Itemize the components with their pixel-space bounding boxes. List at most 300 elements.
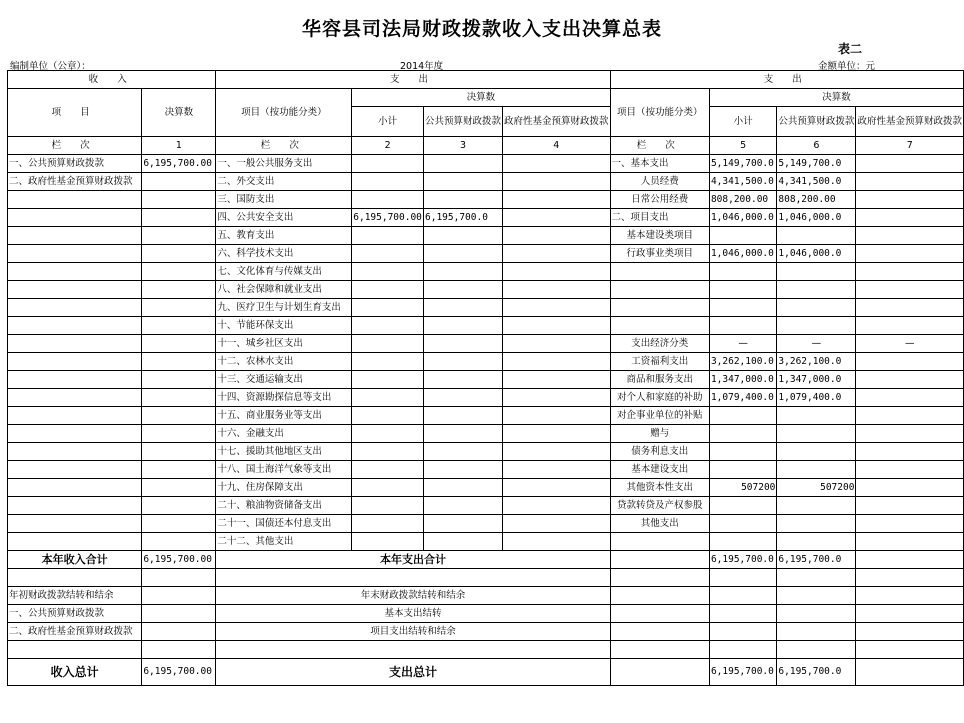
function-item: 二十一、国债还本付息支出	[216, 515, 352, 533]
col-index-3: 3	[424, 137, 503, 155]
income-amount	[142, 515, 216, 533]
function-gov-fund	[503, 335, 611, 353]
expense-item: 债务利息支出	[610, 443, 709, 461]
function-item: 五、教育支出	[216, 227, 352, 245]
table-row	[8, 497, 964, 515]
blank-cell	[610, 623, 709, 641]
end-balance-label: 年末财政拨款结转和结余	[216, 587, 610, 605]
income-amount	[142, 371, 216, 389]
function-item: 九、医疗卫生与计划生育支出	[216, 299, 352, 317]
expense-gov-fund	[856, 353, 964, 371]
expense-public-budget: 1,079,400.0	[777, 389, 856, 407]
income-item	[8, 263, 142, 281]
budget-amount-header: 决算数	[142, 89, 216, 137]
function-subtotal	[352, 479, 424, 497]
function-subtotal	[352, 227, 424, 245]
income-item	[8, 227, 142, 245]
income-amount	[142, 335, 216, 353]
expense-item: 对企事业单位的补贴	[610, 407, 709, 425]
subtotal-header-2: 小计	[709, 107, 776, 137]
expense-public-budget	[777, 461, 856, 479]
col-index-label-2: 栏 次	[216, 137, 352, 155]
expense-gov-fund	[856, 281, 964, 299]
function-gov-fund	[503, 353, 611, 371]
basic-balance-row	[8, 605, 964, 623]
expense-gov-fund	[856, 479, 964, 497]
function-gov-fund	[503, 209, 611, 227]
function-public-budget	[424, 515, 503, 533]
function-item: 七、文化体育与传媒支出	[216, 263, 352, 281]
income-amount	[142, 317, 216, 335]
function-item: 十三、交通运输支出	[216, 371, 352, 389]
expense-public-budget: 4,341,500.0	[777, 173, 856, 191]
gov-fund-header: 政府性基金预算财政拨款	[503, 107, 611, 137]
expense-total-public: 6,195,700.0	[777, 551, 856, 569]
subtotal-header: 小计	[352, 107, 424, 137]
income-amount: 6,195,700.00	[142, 155, 216, 173]
income-amount	[142, 281, 216, 299]
blank-cell	[777, 605, 856, 623]
income-item	[8, 443, 142, 461]
expense-item: 基本建设类项目	[610, 227, 709, 245]
function-gov-fund	[503, 371, 611, 389]
expense-subtotal: 1,046,000.0	[709, 209, 776, 227]
expense-subtotal	[709, 533, 776, 551]
blank-cell	[777, 641, 856, 659]
function-public-budget	[424, 191, 503, 209]
income-item	[8, 461, 142, 479]
expense-total-subtotal: 6,195,700.0	[709, 551, 776, 569]
expense-public-budget: 3,262,100.0	[777, 353, 856, 371]
income-item	[8, 407, 142, 425]
blank-cell	[610, 659, 709, 686]
function-subtotal	[352, 191, 424, 209]
income-amount	[142, 461, 216, 479]
expense-gov-fund	[856, 425, 964, 443]
expense-subtotal: 808,200.00	[709, 191, 776, 209]
blank-cell	[856, 605, 964, 623]
function-item-header-2: 项目（按功能分类）	[610, 89, 709, 137]
table-row	[8, 191, 964, 209]
income-item	[8, 371, 142, 389]
expense-public-budget	[777, 299, 856, 317]
expense-header: 支 出	[216, 71, 610, 89]
expense-item: 商品和服务支出	[610, 371, 709, 389]
income-item	[8, 191, 142, 209]
income-amount	[142, 173, 216, 191]
function-subtotal	[352, 281, 424, 299]
expense-subtotal	[709, 425, 776, 443]
function-subtotal	[352, 155, 424, 173]
blank-cell	[142, 623, 216, 641]
expense-item: 二、项目支出	[610, 209, 709, 227]
function-gov-fund	[503, 497, 611, 515]
expense-subtotal	[709, 515, 776, 533]
function-item-header: 项目（按功能分类）	[216, 89, 352, 137]
function-item: 十、节能环保支出	[216, 317, 352, 335]
table-row	[8, 389, 964, 407]
function-item: 十七、援助其他地区支出	[216, 443, 352, 461]
grand-total-row	[8, 659, 964, 686]
item-header: 项 目	[8, 89, 142, 137]
expense-item: 赠与	[610, 425, 709, 443]
function-subtotal	[352, 371, 424, 389]
income-item	[8, 281, 142, 299]
income-amount	[142, 425, 216, 443]
expense-public-budget: 1,347,000.0	[777, 371, 856, 389]
grand-expense-public: 6,195,700.0	[777, 659, 856, 686]
income-item	[8, 389, 142, 407]
begin-gov-fund-label: 二、政府性基金预算财政拨款	[8, 623, 142, 641]
table-row	[8, 515, 964, 533]
income-amount	[142, 533, 216, 551]
function-item: 十一、城乡社区支出	[216, 335, 352, 353]
expense-gov-fund	[856, 263, 964, 281]
income-amount	[142, 245, 216, 263]
amount-unit: 金额单位：元	[818, 61, 876, 72]
budget-group-header-2: 决算数	[709, 89, 963, 107]
expense-gov-fund	[856, 533, 964, 551]
expense-subtotal	[709, 461, 776, 479]
table-row	[8, 317, 964, 335]
function-item: 四、公共安全支出	[216, 209, 352, 227]
function-gov-fund	[503, 155, 611, 173]
project-balance-row	[8, 623, 964, 641]
function-gov-fund	[503, 227, 611, 245]
expense-item: 贷款转贷及产权参股	[610, 497, 709, 515]
income-item	[8, 479, 142, 497]
blank-cell	[709, 605, 776, 623]
function-public-budget	[424, 299, 503, 317]
expense-gov-fund	[856, 209, 964, 227]
expense-subtotal: 1,347,000.0	[709, 371, 776, 389]
income-total-value: 6,195,700.00	[142, 551, 216, 569]
function-item: 十六、金融支出	[216, 425, 352, 443]
expense-total-fund	[856, 551, 964, 569]
income-item	[8, 425, 142, 443]
expense-gov-fund	[856, 227, 964, 245]
blank-cell	[142, 587, 216, 605]
expense-public-budget: 1,046,000.0	[777, 245, 856, 263]
function-public-budget	[424, 407, 503, 425]
expense-subtotal: 507200	[709, 479, 776, 497]
table-row	[8, 263, 964, 281]
function-public-budget	[424, 317, 503, 335]
function-public-budget: 6,195,700.0	[424, 209, 503, 227]
function-public-budget	[424, 155, 503, 173]
function-public-budget	[424, 263, 503, 281]
table-row	[8, 353, 964, 371]
expense-gov-fund	[856, 407, 964, 425]
function-gov-fund	[503, 479, 611, 497]
function-item: 十四、资源勘探信息等支出	[216, 389, 352, 407]
blank-row	[8, 641, 964, 659]
col-index-1: 1	[142, 137, 216, 155]
table-row	[8, 299, 964, 317]
function-public-budget	[424, 371, 503, 389]
function-public-budget	[424, 533, 503, 551]
function-gov-fund	[503, 515, 611, 533]
table-row	[8, 227, 964, 245]
col-index-4: 4	[503, 137, 611, 155]
income-item: 一、公共预算财政拨款	[8, 155, 142, 173]
expense-total-blank	[610, 551, 709, 569]
income-item: 二、政府性基金预算财政拨款	[8, 173, 142, 191]
blank-cell	[709, 623, 776, 641]
expense-public-budget	[777, 515, 856, 533]
function-subtotal	[352, 353, 424, 371]
blank-cell	[216, 641, 610, 659]
table-row	[8, 155, 964, 173]
expense-subtotal: 1,046,000.0	[709, 245, 776, 263]
expense-item: 人员经费	[610, 173, 709, 191]
income-amount	[142, 209, 216, 227]
blank-cell	[709, 641, 776, 659]
reporting-unit-label: 编制单位（公章）：	[10, 61, 91, 72]
function-item: 二、外交支出	[216, 173, 352, 191]
grand-income-value: 6,195,700.00	[142, 659, 216, 686]
budget-table	[7, 70, 964, 686]
function-subtotal	[352, 497, 424, 515]
income-item	[8, 335, 142, 353]
blank-cell	[610, 587, 709, 605]
expense-total-label: 本年支出合计	[216, 551, 610, 569]
function-subtotal	[352, 263, 424, 281]
income-item	[8, 299, 142, 317]
table-row	[8, 371, 964, 389]
blank-cell	[856, 641, 964, 659]
function-public-budget	[424, 425, 503, 443]
blank-cell	[142, 641, 216, 659]
table-row	[8, 407, 964, 425]
income-item	[8, 317, 142, 335]
blank-cell	[216, 569, 610, 587]
function-gov-fund	[503, 299, 611, 317]
expense-gov-fund	[856, 317, 964, 335]
function-item: 八、社会保障和就业支出	[216, 281, 352, 299]
public-budget-header: 公共预算财政拨款	[424, 107, 503, 137]
function-item: 一、一般公共服务支出	[216, 155, 352, 173]
function-gov-fund	[503, 407, 611, 425]
function-public-budget	[424, 335, 503, 353]
income-item	[8, 209, 142, 227]
blank-cell	[610, 605, 709, 623]
col-index-2: 2	[352, 137, 424, 155]
expense-subtotal: 3,262,100.0	[709, 353, 776, 371]
function-item: 十二、农林水支出	[216, 353, 352, 371]
function-public-budget	[424, 461, 503, 479]
function-public-budget	[424, 389, 503, 407]
header-row-2	[8, 89, 964, 107]
function-item: 二十、粮油物资储备支出	[216, 497, 352, 515]
income-item	[8, 515, 142, 533]
expense-item: 其他支出	[610, 515, 709, 533]
function-subtotal: 6,195,700.00	[352, 209, 424, 227]
blank-cell	[856, 623, 964, 641]
table-row	[8, 281, 964, 299]
function-gov-fund	[503, 317, 611, 335]
expense-gov-fund: —	[856, 335, 964, 353]
table-row	[8, 173, 964, 191]
expense-public-budget	[777, 227, 856, 245]
expense-public-budget: 1,046,000.0	[777, 209, 856, 227]
basic-balance-label: 基本支出结转	[216, 605, 610, 623]
income-header: 收 入	[8, 71, 216, 89]
table-row	[8, 533, 964, 551]
function-gov-fund	[503, 191, 611, 209]
function-public-budget	[424, 173, 503, 191]
expense-public-budget: 507200	[777, 479, 856, 497]
expense-gov-fund	[856, 245, 964, 263]
blank-cell	[777, 569, 856, 587]
blank-cell	[610, 641, 709, 659]
col-index-5: 5	[709, 137, 776, 155]
function-gov-fund	[503, 389, 611, 407]
function-subtotal	[352, 533, 424, 551]
col-index-7: 7	[856, 137, 964, 155]
expense-subtotal	[709, 281, 776, 299]
function-public-budget	[424, 227, 503, 245]
function-subtotal	[352, 443, 424, 461]
expense-subtotal: —	[709, 335, 776, 353]
blank-cell	[856, 659, 964, 686]
income-amount	[142, 407, 216, 425]
expense-item: 对个人和家庭的补助	[610, 389, 709, 407]
function-subtotal	[352, 245, 424, 263]
function-public-budget	[424, 443, 503, 461]
blank-cell	[709, 569, 776, 587]
grand-income-label: 收入总计	[8, 659, 142, 686]
table-row	[8, 209, 964, 227]
function-subtotal	[352, 173, 424, 191]
table-row	[8, 425, 964, 443]
function-subtotal	[352, 425, 424, 443]
income-item	[8, 245, 142, 263]
income-amount	[142, 227, 216, 245]
income-amount	[142, 299, 216, 317]
function-public-budget	[424, 281, 503, 299]
function-subtotal	[352, 407, 424, 425]
function-gov-fund	[503, 443, 611, 461]
expense-item: 其他资本性支出	[610, 479, 709, 497]
expense-subtotal	[709, 407, 776, 425]
expense-public-budget	[777, 497, 856, 515]
function-gov-fund	[503, 281, 611, 299]
expense-item	[610, 299, 709, 317]
function-gov-fund	[503, 263, 611, 281]
blank-cell	[856, 587, 964, 605]
grand-expense-label: 支出总计	[216, 659, 610, 686]
expense-public-budget: 808,200.00	[777, 191, 856, 209]
expense-subtotal	[709, 317, 776, 335]
col-index-6: 6	[777, 137, 856, 155]
expense-gov-fund	[856, 461, 964, 479]
income-item	[8, 353, 142, 371]
expense-gov-fund	[856, 191, 964, 209]
expense-subtotal	[709, 497, 776, 515]
blank-cell	[856, 569, 964, 587]
table-row	[8, 245, 964, 263]
public-budget-header-2: 公共预算财政拨款	[777, 107, 856, 137]
column-index-row	[8, 137, 964, 155]
function-gov-fund	[503, 245, 611, 263]
function-gov-fund	[503, 425, 611, 443]
function-subtotal	[352, 515, 424, 533]
col-index-label-3: 栏 次	[610, 137, 709, 155]
expense-subtotal	[709, 299, 776, 317]
blank-row	[8, 569, 964, 587]
income-amount	[142, 389, 216, 407]
expense-subtotal: 4,341,500.0	[709, 173, 776, 191]
expense-item: 支出经济分类	[610, 335, 709, 353]
function-item: 六、科学技术支出	[216, 245, 352, 263]
expense-public-budget	[777, 263, 856, 281]
income-amount	[142, 263, 216, 281]
expense-item	[610, 281, 709, 299]
gov-fund-header-2: 政府性基金预算财政拨款	[856, 107, 964, 137]
income-item	[8, 533, 142, 551]
expense-gov-fund	[856, 155, 964, 173]
income-total-label: 本年收入合计	[8, 551, 142, 569]
expense-public-budget: 5,149,700.0	[777, 155, 856, 173]
expense-item	[610, 533, 709, 551]
blank-cell	[777, 623, 856, 641]
function-public-budget	[424, 497, 503, 515]
report-title: 华容县司法局财政拨款收入支出决算总表	[301, 18, 662, 40]
blank-cell	[610, 569, 709, 587]
expense-gov-fund	[856, 371, 964, 389]
expense-subtotal	[709, 263, 776, 281]
function-subtotal	[352, 389, 424, 407]
budget-group-header: 决算数	[352, 89, 610, 107]
income-total-row	[8, 551, 964, 569]
project-balance-label: 项目支出结转和结余	[216, 623, 610, 641]
expense-public-budget	[777, 425, 856, 443]
income-amount	[142, 353, 216, 371]
function-gov-fund	[503, 173, 611, 191]
expense-subtotal	[709, 227, 776, 245]
function-item: 十九、住房保障支出	[216, 479, 352, 497]
function-gov-fund	[503, 533, 611, 551]
expense-gov-fund	[856, 443, 964, 461]
income-item	[8, 497, 142, 515]
expense-public-budget	[777, 443, 856, 461]
expense-public-budget	[777, 407, 856, 425]
col-index-label: 栏 次	[8, 137, 142, 155]
blank-cell	[8, 641, 142, 659]
table-row	[8, 443, 964, 461]
function-subtotal	[352, 335, 424, 353]
expense-item: 工资福利支出	[610, 353, 709, 371]
function-item: 十五、商业服务业等支出	[216, 407, 352, 425]
grand-expense-subtotal: 6,195,700.0	[709, 659, 776, 686]
blank-cell	[8, 569, 142, 587]
table-tag: 表二	[838, 42, 863, 56]
expense-gov-fund	[856, 389, 964, 407]
expense-public-budget: —	[777, 335, 856, 353]
begin-public-label: 一、公共预算财政拨款	[8, 605, 142, 623]
expense-subtotal: 1,079,400.0	[709, 389, 776, 407]
expense-public-budget	[777, 317, 856, 335]
function-subtotal	[352, 461, 424, 479]
expense-public-budget	[777, 281, 856, 299]
expense-subtotal: 5,149,700.0	[709, 155, 776, 173]
expense-item: 基本建设支出	[610, 461, 709, 479]
blank-cell	[142, 605, 216, 623]
function-item: 二十二、其他支出	[216, 533, 352, 551]
expense-gov-fund	[856, 299, 964, 317]
expense-item	[610, 317, 709, 335]
